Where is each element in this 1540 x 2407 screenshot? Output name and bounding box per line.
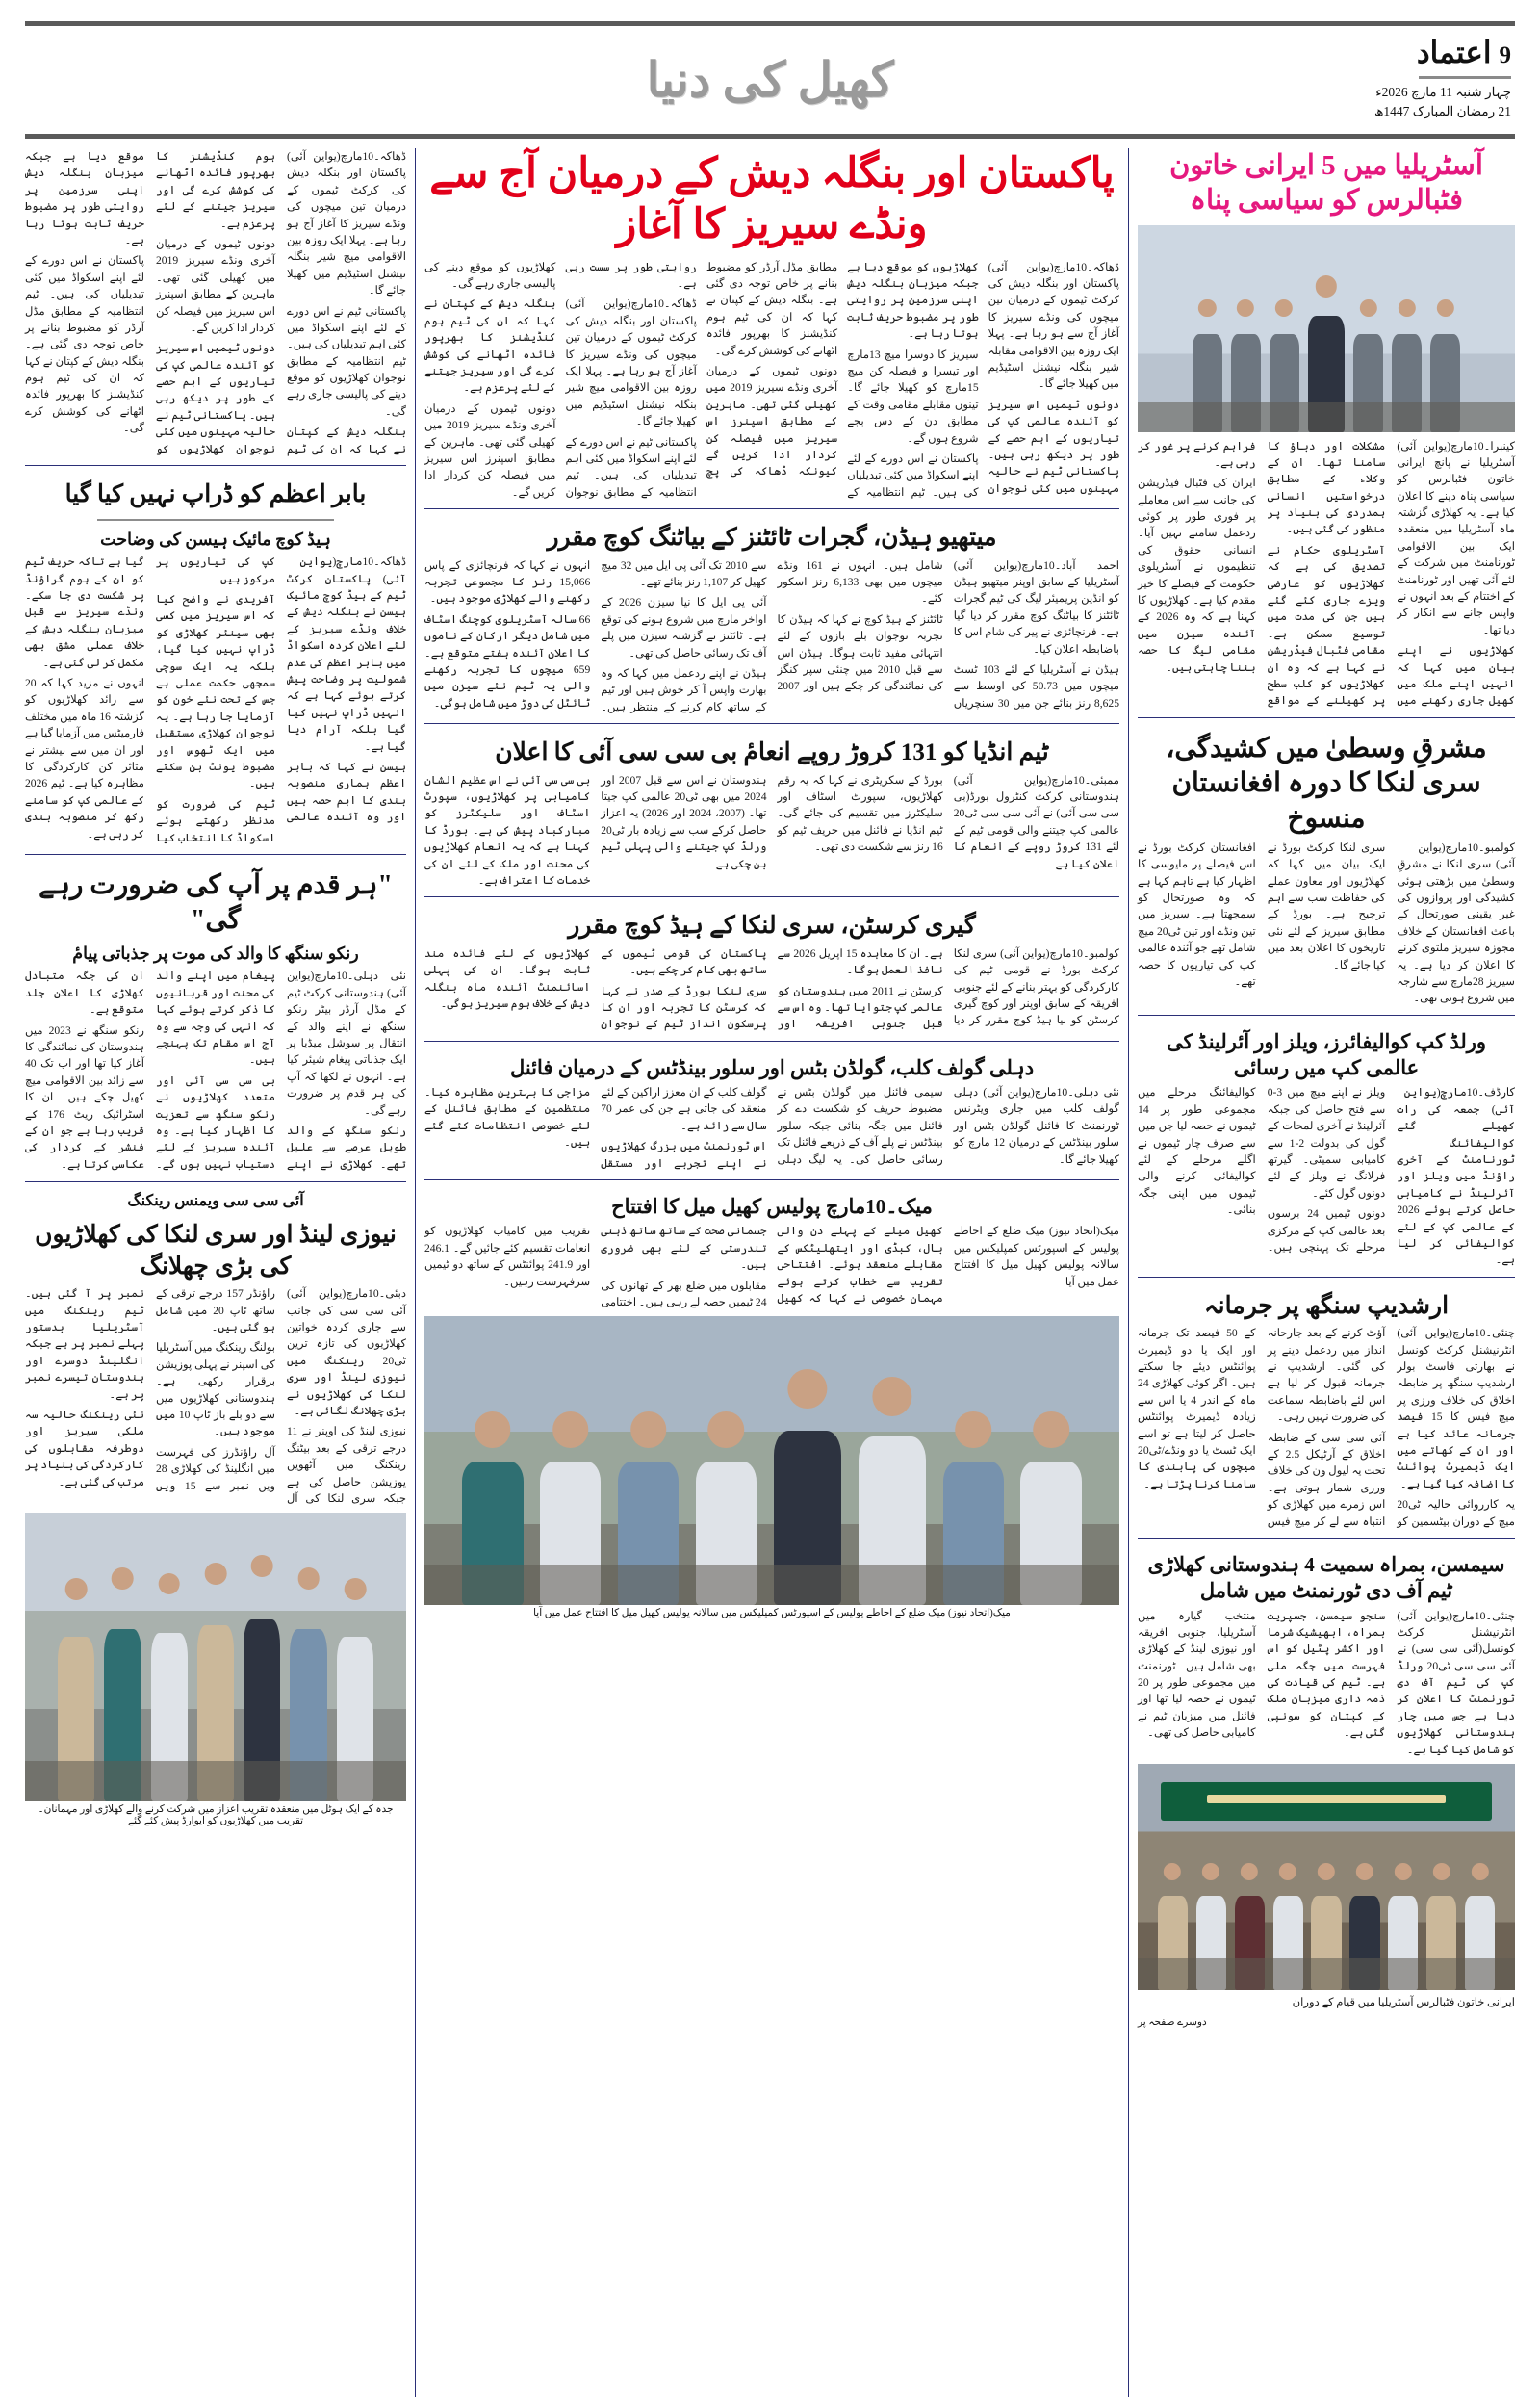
- body-iftar-caption-text: ایرانی خاتون فٹبالرس آسٹریلیا میں قیام کے دوران: [1292, 1996, 1515, 2009]
- body-pak-ban-odi-series: ڈھاکہ۔10مارچ(یواین آئی) پاکستان اور بنگلہ دیش کی کرکٹ ٹیموں کے درمیان تین میچوں کی ونڈے سیریز کا آغاز آج سے ہو رہا ہے۔ پہلا ایک روزہ بین الاقوامی مقابلہ شیر بنگلہ نیشنل اسٹیڈیم میں کھیلا جائے گا۔ دونوں ٹیمیں اس سیریز کو آئندہ عالمی کپ کی تیاریوں کے اہم حصے کے طور پر دیکھ رہی ہیں۔ پاکستانی ٹیم نے حالیہ مہینوں میں کئی نوجوان کھلاڑیوں کو موقع دیا ہے جبکہ میزبان بنگلہ دیش اپنی سرزمین پر روایتی طور پر مضبوط حریف ثابت ہوتا رہا ہے۔ سیریز کا دوسرا میچ 13مارچ اور تیسرا و فیصلہ کن میچ 15مارچ کو کھیلا جائے گا۔ تینوں مقابلے مقامی وقت کے مطابق دن کے دس بجے شروع ہوں گے۔ پاکستان نے اس دورے کے لئے اپنے اسکواڈ میں کئی تبدیلیاں کی ہیں۔ ٹیم انتظامیہ کے مطابق مڈل آرڈر کو مضبوط بنانے پر خاص توجہ دی گئی ہے۔ بنگلہ دیش کے کپتان نے کہا کہ ان کی ٹیم ہوم کنڈیشنز کا بھرپور فائدہ اٹھانے کی کوشش کرے گی۔ دونوں ٹیموں کے درمیان آخری ونڈے سیریز 2019 میں کھیلی گئی تھی۔ ماہرین کے مطابق اسپنرز اس سیریز میں فیصلہ کن کردار ادا کریں گے کیونکہ ڈھاکہ کی پچ روایتی طور پر سست رہی ہے۔ ڈھاکہ۔10مارچ(یواین آئی) پاکستان اور بنگلہ دیش کی کرکٹ ٹیموں کے درمیان تین میچوں کی ونڈے سیریز کا آغاز آج ہو رہا ہے۔ پہلا ایک روزہ بین الاقوامی میچ شیر بنگلہ نیشنل اسٹیڈیم میں کھیلا جائے گا۔ پاکستانی ٹیم نے اس دورے کے لئے اپنے اسکواڈ میں کئی اہم تبدیلیاں کی ہیں۔ ٹیم انتظامیہ کے مطابق نوجوان کھلاڑیوں کو موقع دینے کی پالیسی جاری رہے گی۔ بنگلہ دیش کے کپتان نے کہا کہ ان کی ٹیم ہوم کنڈیشنز کا بھرپور فائدہ اٹھانے کی کوشش کرے گی اور سیریز جیتنے کے لئے پرعزم ہے۔ دونوں ٹیموں کے درمیان آخری ونڈے سیریز 2019 میں کھیلی گئی تھی۔ ماہرین کے مطابق اسپنرز اس سیریز میں فیصلہ کن کردار ادا کریں گے۔: [424, 260, 1119, 499]
- masthead: [25, 21, 1515, 139]
- content-band: [25, 148, 1515, 2397]
- body-police-sports-meet: میک(اتحاد نیوز) میک ضلع کے احاطے پولیس کے اسپورٹس کمپلیکس میں سالانہ پولیس کھیل میل کا افتتاح عمل میں آیا کھیل میلے کے پہلے دن والی بال، کبڈی اور ایتھلیٹکس کے مقابلے منعقد ہوئے۔ افتتاحی تقریب سے خطاب کرتے ہوئے مہمان خصوصی نے کہا کہ کھیل جسمانی صحت کے ساتھ ساتھ ذہنی تندرستی کے لئے بھی ضروری ہیں۔ مقابلوں میں ضلع بھر کے تھانوں کی 24 ٹیمیں حصہ لے رہی ہیں۔ اختتامی تقریب میں کامیاب کھلاڑیوں کو انعامات تقسیم کئے جائیں گے۔ 246.1 اور 241.9 پوائنٹس کے ساتھ دو ٹیمیں سرفہرست رہیں۔: [424, 1225, 1119, 1308]
- column-right: [25, 148, 406, 2397]
- body-delhi-golf-final: نئی دہلی۔10مارچ(یواین آئی) دہلی گولف کلب میں جاری ویٹرنس ٹورنمنٹ کا فائنل گولڈن بٹس اور سلور بینڈٹس کے درمیان 12 مارچ کو کھیلا جائے گا۔ سیمی فائنل میں گولڈن بٹس نے مضبوط حریف کو شکست دے کر فائنل میں جگہ بنائی جبکہ سلور بینڈٹس نے پلے آف کے ذریعے فائنل تک رسائی حاصل کی۔ یہ لیگ دہلی گولف کلب کے ان معزز اراکین کے لئے منعقد کی جاتی ہے جن کی عمر 70 سال سے زائد ہے۔ اس ٹورنمنٹ میں بزرگ کھلاڑیوں نے اپنے تجربے اور مستقل مزاجی کا بہترین مظاہرہ کیا۔ منتظمین کے مطابق فائنل کے لئے خصوصی انتظامات کئے گئے ہیں۔: [424, 1086, 1120, 1170]
- photo-police-sports-meet: [424, 1316, 1119, 1605]
- masthead-rule: [1419, 76, 1511, 79]
- photo-awards-ceremony: [25, 1513, 406, 1801]
- column-left: [1138, 148, 1515, 2397]
- body-lead-continuation: ڈھاکہ۔10مارچ(یواین آئی) پاکستان اور بنگلہ دیش کی کرکٹ ٹیموں کے درمیان تین میچوں کی ونڈے سیریز کا آغاز آج ہو رہا ہے۔ پہلا ایک روزہ بین الاقوامی میچ شیر بنگلہ نیشنل اسٹیڈیم میں کھیلا جائے گا۔ پاکستانی ٹیم نے اس دورے کے لئے اپنے اسکواڈ میں کئی اہم تبدیلیاں کی ہیں۔ ٹیم انتظامیہ کے مطابق نوجوان کھلاڑیوں کو موقع دینے کی پالیسی جاری رہے گی۔ بنگلہ دیش کے کپتان نے کہا کہ ان کی ٹیم ہوم کنڈیشنز کا بھرپور فائدہ اٹھانے کی کوشش کرے گی اور سیریز جیتنے کے لئے پرعزم ہے۔ دونوں ٹیموں کے درمیان آخری ونڈے سیریز 2019 میں کھیلی گئی تھی۔ ماہرین کے مطابق اسپنرز اس سیریز میں فیصلہ کن کردار ادا کریں گے۔ دونوں ٹیمیں اس سیریز کو آئندہ عالمی کپ کی تیاریوں کے اہم حصے کے طور پر دیکھ رہی ہیں۔ پاکستانی ٹیم نے حالیہ مہینوں میں کئی نوجوان کھلاڑیوں کو موقع دیا ہے جبکہ میزبان بنگلہ دیش اپنی سرزمین پر روایتی طور پر مضبوط حریف ثابت ہوتا رہا ہے۔ پاکستان نے اس دورے کے لئے اپنے اسکواڈ میں کئی تبدیلیاں کی ہیں۔ ٹیم انتظامیہ کے مطابق مڈل آرڈر کو مضبوط بنانے پر خاص توجہ دی گئی ہے۔ بنگلہ دیش کے کپتان نے کہا کہ ان کی ٹیم ہوم کنڈیشنز کا بھرپور فائدہ اٹھانے کی کوشش کرے گی۔: [25, 150, 406, 455]
- date-hijri: 21 رمضان المبارک 1447ھ: [1373, 103, 1511, 118]
- headline-delhi-golf-final: دہلی گولف کلب، گولڈن بٹس اور سلور بینڈٹس کے درمیان فائنل: [509, 1055, 1035, 1079]
- headline-rinku-tribute: "ہر قدم پر آپ کی ضرورت رہے گی": [38, 869, 393, 936]
- headline-iran-footballers: آسٹریلیا میں 5 ایرانی خاتون فٹبالرس کو سیاسی پناہ: [1169, 150, 1483, 217]
- headline-nz-sl-ranking-jump: نیوزی لینڈ اور سری لنکا کی کھلاڑیوں کی بڑی چھلانگ: [35, 1222, 397, 1280]
- body-arshdeep-fine: چنئی۔10مارچ(یواین آئی) انٹرنیشنل کرکٹ کونسل نے بھارتی فاسٹ بولر ارشدیپ سنگھ پر ضابطہ اخلاق کی خلاف ورزی پر میچ فیس کا 15 فیصد جرمانہ عائد کیا ہے اور ان کے کھاتے میں ایک ڈیمیرٹ پوائنٹ کا اضافہ کیا گیا ہے۔ یہ کارروائی حالیہ ٹی20 میچ کے دوران بیٹسمین کو آؤٹ کرنے کے بعد جارحانہ انداز میں ردعمل دینے پر کی گئی۔ ارشدیپ نے جرمانہ قبول کر لیا ہے اس لئے باضابطہ سماعت کی ضرورت نہیں رہی۔ آئی سی سی کے ضابطہ اخلاق کے آرٹیکل 2.5 کے تحت یہ لیول ون کی خلاف ورزی شمار ہوتی ہے۔ اس زمرے میں کھلاڑی کو انتباہ سے لے کر میچ فیس کے 50 فیصد تک جرمانہ اور ایک یا دو ڈیمیرٹ پوائنٹس دیئے جا سکتے ہیں۔ اگر کوئی کھلاڑی 24 ماہ کے اندر 4 یا اس سے زیادہ ڈیمیرٹ پوائنٹس حاصل کر لیتا ہے تو اسے ایک ٹسٹ یا دو ونڈے/ٹی20 میچوں کی پابندی کا سامنا کرنا پڑتا ہے۔: [1138, 1327, 1515, 1528]
- photo-iftar-gathering: [1138, 1764, 1515, 1990]
- headline-pak-ban-odi-series: پاکستان اور بنگلہ دیش کے درمیان آج سے ونڈے سیریز کا آغاز: [429, 151, 1115, 248]
- subhead-hesson-clarification: ہیڈ کوچ مائیک ہیسن کی وضاحت: [100, 529, 331, 549]
- column-middle: [424, 148, 1119, 2397]
- masthead-brand-block: [1374, 32, 1511, 120]
- body-iran-footballers: کینبرا۔10مارچ(یواین آئی) آسٹریلیا نے پانچ ایرانی خاتون فٹبالرس کو سیاسی پناہ دینے کا اعلان کیا ہے۔ یہ کھلاڑی گزشتہ ماہ آسٹریلیا میں منعقدہ ایک بین الاقوامی ٹورنامنٹ میں شرکت کے لئے آئی تھیں اور ٹورنامنٹ کے اختتام کے بعد انہوں نے واپس جانے سے انکار کر دیا تھا۔ کھلاڑیوں نے اپنے بیان میں کہا کہ انہیں اپنے ملک میں کھیل جاری رکھنے میں مشکلات اور دباؤ کا سامنا تھا۔ ان کے وکلاء کے مطابق درخواستیں انسانی ہمدردی کی بنیاد پر منظور کی گئی ہیں۔ آسٹریلوی حکام نے تصدیق کی ہے کہ کھلاڑیوں کو عارضی ویزے جاری کئے گئے ہیں جن کی مدت میں توسیع ممکن ہے۔ مقامی فٹبال فیڈریشن نے کہا ہے کہ وہ ان کھلاڑیوں کو کلب سطح پر کھیلنے کے مواقع فراہم کرنے پر غور کر رہی ہے۔ ایران کی فٹبال فیڈریشن کی جانب سے اس معاملے پر فوری طور پر کوئی ردعمل سامنے نہیں آیا۔ انسانی حقوق کی تنظیموں نے آسٹریلوی حکومت کے فیصلے کا خیر مقدم کیا ہے۔ کھلاڑیوں کا کہنا ہے کہ وہ 2026 کے آئندہ سیزن میں مقامی لیگ کا حصہ بننا چاہتی ہیں۔: [1138, 439, 1515, 708]
- headline-arshdeep-fine: ارشدیپ سنگھ پر جرمانہ: [1203, 1292, 1450, 1319]
- body-rinku-tribute: نئی دہلی۔10مارچ(یواین آئی) ہندوستانی کرکٹ ٹیم کے مڈل آرڈر بیٹر رنکو سنگھ نے اپنے والد کے انتقال پر سوشل میڈیا پر ایک جذباتی پیغام شیئر کیا ہے۔ انہوں نے لکھا کہ آپ کی ہر قدم پر ضرورت رہے گی۔ رنکو سنگھ کے والد طویل عرصے سے علیل تھے۔ کھلاڑی نے اپنے پیغام میں اپنے والد کی محنت اور قربانیوں کا ذکر کرتے ہوئے کہا کہ انہی کی وجہ سے وہ آج اس مقام تک پہنچے ہیں۔ بی سی سی آئی اور متعدد کھلاڑیوں نے رنکو سنگھ سے تعزیت کا اظہار کیا ہے۔ وہ آئندہ سیریز کے لئے دستیاب نہیں ہوں گے۔ ان کی جگہ متبادل کھلاڑی کا اعلان جلد متوقع ہے۔ رنکو سنگھ نے 2023 میں ہندوستان کی نمائندگی کا آغاز کیا تھا اور اب تک 40 سے زائد بین الاقوامی میچ کھیل چکے ہیں۔ ان کا اسٹرائیک ریٹ 176 کے قریب رہا ہے جو ان کے فنشر کے کردار کی عکاسی کرتا ہے۔: [25, 970, 406, 1171]
- body-team-of-tournament: چنئی۔10مارچ(یواین آئی) انٹرنیشنل کرکٹ کونسل(آئی سی سی) نے آئی سی سی ٹی20 ورلڈ کپ کی ٹیم آف دی ٹورنمنٹ کا اعلان کر دیا ہے جس میں چار ہندوستانی کھلاڑیوں کو شامل کیا گیا ہے۔ سنجو سیمسن، جسپریت بمراہ، ابھیشیک شرما اور اکشر پٹیل کو اس فہرست میں جگہ ملی ہے۔ ٹیم کی قیادت کی ذمہ داری میزبان ملک کے کپتان کو سونپی گئی ہے۔ منتخب گیارہ میں آسٹریلیا، جنوبی افریقہ اور نیوزی لینڈ کے کھلاڑی بھی شامل ہیں۔ ٹورنمنٹ میں مجموعی طور پر 20 ٹیموں نے حصہ لیا تھا اور فائنل میں میزبان ٹیم نے کامیابی حاصل کی تھی۔: [1138, 1609, 1515, 1756]
- photo-credit-line: میک(اتحاد نیوز) میک ضلع کے احاطے پولیس کے اسپورٹس کمپلیکس میں سالانہ پولیس کھیل میل کا افتتاح عمل میں آیا: [533, 1608, 1011, 1619]
- body-bcci-prize-money: ممبئی۔10مارچ(یواین آئی) ہندوستانی کرکٹ کنٹرول بورڈ(بی سی سی آئی) نے آئی سی سی ٹی20 عالمی کپ جیتنے والی قومی ٹیم کے لئے 131 کروڑ روپے کے انعام کا اعلان کیا ہے۔ بورڈ کے سکریٹری نے کہا کہ یہ رقم کھلاڑیوں، سپورٹ اسٹاف اور سلیکٹرز میں تقسیم کی جائے گی۔ ٹیم انڈیا نے فائنل میں حریف ٹیم کو 16 رنز سے شکست دی تھی۔ ہندوستان نے اس سے قبل 2007 اور 2024 میں بھی ٹی20 عالمی کپ جیتا تھا۔ (2007، 2024 اور 2026) یہ اعزاز حاصل کرکے سب سے زیادہ بار ٹی20 ورلڈ کپ جیتنے والی پہلی ٹیم بن چکی ہے۔ بی سی سی آئی نے اس عظیم الشان کامیابی پر کھلاڑیوں، سپورٹ اسٹاف اور سلیکٹرز کو مبارکباد پیش کی ہے۔ بورڈ کا کہنا ہے کہ یہ انعام کھلاڑیوں کی محنت اور ملک کے لئے ان کی خدمات کا اعتراف ہے۔: [424, 773, 1119, 887]
- body-hayden-batting-coach: احمد آباد۔10مارچ(یواین آئی) آسٹریلیا کے سابق اوپنر میتھیو ہیڈن کو انڈین پریمیئر لیگ کی ٹیم گجرات ٹائٹنز کا بیاٹنگ کوچ مقرر کر دیا گیا ہے۔ فرنچائزی نے پیر کی شام اس کا باضابطہ اعلان کیا۔ ہیڈن نے آسٹریلیا کے لئے 103 ٹسٹ میچوں میں 50.73 کی اوسط سے 8,625 رنز بنائے جن میں 30 سنچریاں شامل ہیں۔ انہوں نے 161 ونڈے میچوں میں بھی 6,133 رنز اسکور کئے۔ ٹائٹنز کے ہیڈ کوچ نے کہا کہ ہیڈن کا تجربہ نوجوان بلے بازوں کے لئے انتہائی مفید ثابت ہوگا۔ ہیڈن اس سے قبل 2010 میں چنئی سپر کنگز کی نمائندگی کر چکے ہیں اور 2007 سے 2010 تک آئی پی ایل میں 32 میچ کھیل کر 1,107 رنز بنائے تھے۔ آئی پی ایل کا نیا سیزن 2026 کے اواخر مارچ میں شروع ہونے کی توقع ہے۔ ٹائٹنز نے گزشتہ سیزن میں پلے آف تک رسائی حاصل کی تھی۔ ہیڈن نے اپنے ردعمل میں کہا کہ وہ بھارت واپس آ کر خوش ہیں اور ٹیم کے ساتھ کام کرنے کے منتظر ہیں۔ انہوں نے کہا کہ فرنچائزی کے پاس 15,066 رنز کا مجموعی تجربہ رکھنے والے کھلاڑی موجود ہیں۔ 66 سالہ آسٹریلوی کوچنگ اسٹاف میں شامل دیگر ارکان کے ناموں کا اعلان آئندہ ہفتے متوقع ہے۔ 659 میچوں کا تجربہ رکھنے والی یہ ٹیم نئے سیزن میں ٹائٹل کی دوڑ میں شامل ہوگی۔: [424, 558, 1119, 713]
- date-gregorian: چہار شنبہ 11 مارچ 2026ء: [1375, 84, 1511, 99]
- body-kirsten-head-coach: کولمبو۔10مارچ(یواین آئی) سری لنکا کرکٹ بورڈ نے قومی ٹیم کی کارکردگی کو بہتر بنانے کے لئے جنوبی افریقہ کے سابق اوپنر اور کوچ گیری کرسٹن کو نیا ہیڈ کوچ مقرر کر دیا ہے۔ ان کا معاہدہ 15 اپریل 2026 سے نافذ العمل ہوگا۔ کرسٹن نے 2011 میں ہندوستان کو عالمی کپ جتوایا تھا۔ وہ اس سے قبل جنوبی افریقہ اور پاکستان کی قومی ٹیموں کے ساتھ بھی کام کر چکے ہیں۔ سری لنکا بورڈ کے صدر نے کہا کہ کرسٹن کا تجربہ اور ان کا پرسکون انداز ٹیم کے نوجوان کھلاڑیوں کے لئے فائدہ مند ثابت ہوگا۔ ان کی پہلی اسائنمنٹ آئندہ ماہ بنگلہ دیش کے خلاف ہوم سیریز ہوگی۔: [424, 946, 1119, 1031]
- page-number: 9: [1499, 42, 1511, 68]
- section-title: کھیل کی دنیا: [646, 53, 894, 107]
- headline-team-of-tournament: سیمسن، بمراہ سمیت 4 ہندوستانی کھلاڑی ٹیم آف دی ٹورنمنٹ میں شامل: [1147, 1552, 1505, 1603]
- headline-kirsten-head-coach: گیری کرسٹن، سری لنکا کے ہیڈ کوچ مقرر: [568, 913, 976, 940]
- continuation-note: دوسرے صفحہ پر: [1138, 2017, 1207, 2029]
- masthead-brand: [1374, 32, 1511, 75]
- body-nz-sl-ranking-jump: دبئی۔10مارچ(یواین آئی) آئی سی سی کی جانب سے جاری کردہ خواتین کھلاڑیوں کی تازہ ترین ٹی20 رینکنگ میں نیوزی لینڈ اور سری لنکا کی کھلاڑیوں نے بڑی چھلانگ لگائی ہے۔ نیوزی لینڈ کی اوپنر نے 11 درجے ترقی کے بعد بیٹنگ رینکنگ میں آٹھویں پوزیشن حاصل کی ہے جبکہ سری لنکا کی آل راؤنڈر 157 درجے ترقی کے ساتھ ٹاپ 20 میں شامل ہو گئی ہیں۔ بولنگ رینکنگ میں آسٹریلیا کی اسپنر نے پہلی پوزیشن برقرار رکھی ہے۔ ہندوستانی کھلاڑیوں میں سے دو بلے باز ٹاپ 10 میں موجود ہیں۔ آل راؤنڈرز کی فہرست میں انگلینڈ کی کھلاڑی 28 ویں نمبر سے 15 ویں نمبر پر آ گئی ہیں۔ ٹیم رینکنگ میں آسٹریلیا بدستور پہلے نمبر پر ہے جبکہ انگلینڈ دوسرے اور ہندوستان تیسرے نمبر پر ہے۔ نئی رینکنگ حالیہ سہ ملکی سیریز اور دوطرفہ مقابلوں کی کارکردگی کی بنیاد پر مرتب کی گئی ہے۔: [25, 1287, 406, 1505]
- headline-bcci-prize-money: ٹیم انڈیا کو 131 کروڑ روپے انعامٔ بی سی سی آئی کا اعلان: [495, 739, 1049, 766]
- headline-srilanka-afghanistan: مشرقِ وسطیٰ میں کشیدگی، سری لنکا کا دورہ افغانستان منسوخ: [1166, 733, 1487, 834]
- body-srilanka-afghanistan: کولمبو۔10مارچ(یواین آئی) سری لنکا نے مشرقِ وسطیٰ میں بڑھتی ہوئی کشیدگی اور پروازوں کی غیر یقینی صورتحال کے باعث افغانستان کے خلاف مجوزہ سیریز ملتوی کرنے کا اعلان کر دیا ہے۔ یہ سیریز 28مارچ سے شارجہ میں شروع ہونی تھی۔ سری لنکا کرکٹ بورڈ نے ایک بیان میں کہا کہ کھلاڑیوں اور معاون عملے کی حفاظت سب سے اہم ترجیح ہے۔ بورڈ کے مطابق سیریز کے لئے نئی تاریخوں کا اعلان بعد میں کیا جائے گا۔ افغانستان کرکٹ بورڈ نے اس فیصلے پر مایوسی کا اظہار کیا ہے تاہم کہا ہے کہ وہ صورتحال کو سمجھتا ہے۔ سیریز میں تین ونڈے اور تین ٹی20 میچ شامل تھے جو آئندہ عالمی کپ کی تیاریوں کا حصہ تھے۔: [1138, 841, 1515, 1005]
- headline-babar-not-dropped: بابر اعظم کو ڈراپ نہیں کیا گیا: [64, 481, 367, 508]
- subhead-rinku-father-message: رنکو سنگھ کا والد کی موت پر جذباتی پیامٔ: [72, 943, 359, 963]
- headline-world-cup-qualifiers: ورلڈ کپ کوالیفائرز، ویلز اور آئرلینڈ کی عالمی کپ میں رسائی: [1166, 1029, 1487, 1080]
- body-world-cup-qualifiers: کارڈف۔10مارچ(یواین آئی) جمعہ کی رات کھیلے گئے کوالیفائنگ ٹورنامنٹ کے آخری راؤنڈ میں ویلز اور آئرلینڈ نے کامیابی حاصل کرتے ہوئے 2026 کے عالمی کپ کے لئے کوالیفائی کر لیا ہے۔ ویلز نے اپنے میچ میں 3-0 سے فتح حاصل کی جبکہ آئرلینڈ نے آخری لمحات کے گول کی بدولت 2-1 سے کامیابی سمیٹی۔ گیرتھ فرلانگ نے ویلز کے لئے دونوں گول کئے۔ دونوں ٹیمیں 24 برسوں بعد عالمی کپ کے مرکزی مرحلے تک پہنچی ہیں۔ کوالیفائنگ مرحلے میں مجموعی طور پر 14 ٹیموں نے حصہ لیا جن میں سے صرف چار ٹیموں نے اگلے مرحلے کے لئے کوالیفائی کرنے والی ٹیموں میں اپنی جگہ بنائی۔: [1138, 1086, 1515, 1267]
- photo-iranian-footballers: [1138, 225, 1515, 432]
- kicker-icc-womens-ranking: آئی سی سی ویمنس رینکنگ: [127, 1193, 304, 1210]
- brand-name: اعتماد: [1416, 36, 1492, 69]
- body-babar-not-dropped: ڈھاکہ۔10مارچ(یواین آئی) پاکستان کرکٹ ٹیم کے ہیڈ کوچ مائیک ہیسن نے بنگلہ دیش کے خلاف ونڈے سیریز کے لئے اعلان کردہ اسکواڈ میں بابر اعظم کی عدم شمولیت پر وضاحت پیش کرتے ہوئے کہا ہے کہ انہیں ڈراپ نہیں کیا گیا بلکہ آرام دیا گیا ہے۔ ہیسن نے کہا کہ بابر اعظم ہماری منصوبہ بندی کا اہم حصہ ہیں اور وہ آئندہ عالمی کپ کی تیاریوں پر مرکوز ہیں۔ آفریدی نے واضح کیا کہ اس سیریز میں کسی بھی سینئر کھلاڑی کو ڈراپ نہیں کیا گیا، بلکہ یہ ایک سوچی سمجھی حکمت عملی ہے جس کے تحت نئے خون کو آزمایا جا رہا ہے۔ یہ نوجوان کھلاڑی مستقبل میں ایک ٹھوس اور مضبوط یونٹ بن سکتے ہیں۔ ٹیم کی ضرورت کو مدنظر رکھتے ہوئے اسکواڈ کا انتخاب کیا گیا ہے تاکہ حریف ٹیم کو ان کے ہوم گراؤنڈ پر شکست دی جا سکے۔ ونڈے سیریز سے قبل میزبان بنگلہ دیش کے خلاف عملی مشق بھی مکمل کر لی گئی ہے۔ انہوں نے مزید کہا کہ 20 سے زائد کھلاڑیوں کو گزشتہ 16 ماہ میں مختلف فارمیٹس میں آزمایا گیا ہے اور ان میں سے بیشتر نے متاثر کن کارکردگی کا مظاہرہ کیا ہے۔ ٹیم 2026 کے عالمی کپ کو سامنے رکھ کر منصوبہ بندی کر رہی ہے۔: [25, 556, 406, 844]
- headline-hayden-batting-coach: میتھیو ہیڈن، گجرات ٹائٹنز کے بیاٹنگ کوچ مقرر: [547, 525, 997, 552]
- headline-police-sports-meet: میک۔10مارچ پولیس کھیل میل کا افتتاح: [611, 1195, 933, 1219]
- photo-caption-awards: جدہ کے ایک ہوٹل میں منعقدہ تقریب اعزاز میں شرکت کرنے والے کھلاڑی اور مہمانان۔ تقریب میں کھلاڑیوں کو ایوارڈ پیش کئے گئے: [38, 1804, 394, 1827]
